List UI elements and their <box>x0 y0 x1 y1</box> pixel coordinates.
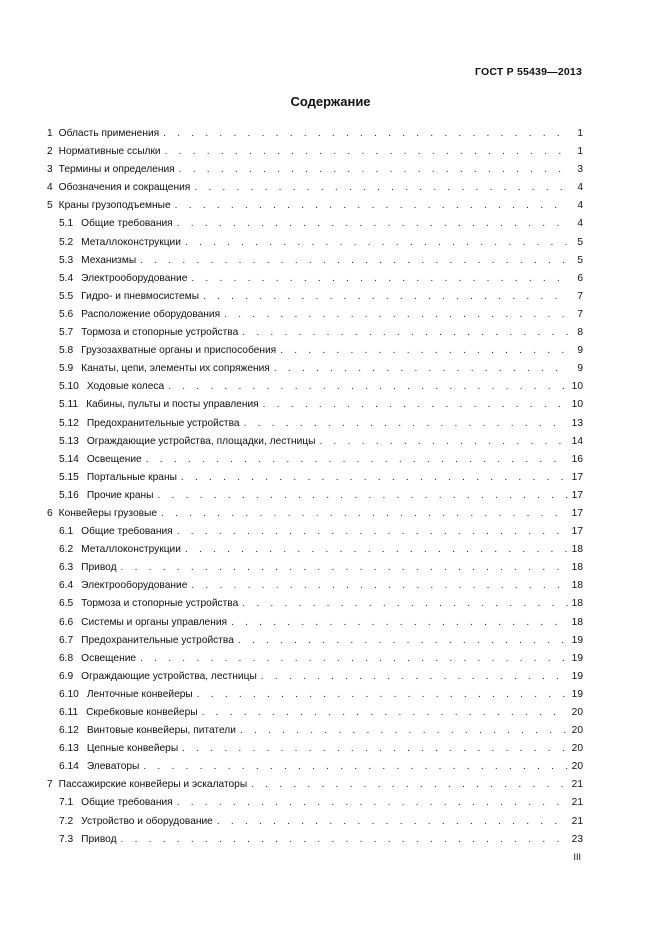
toc-entry-number: 6.6 <box>59 616 74 628</box>
toc-entry-page: 9 <box>577 363 583 375</box>
toc-entry-title: Пассажирские конвейеры и эскалаторы <box>58 779 248 791</box>
toc-entry <box>47 179 583 197</box>
toc-entry-title: Освещение <box>81 652 137 664</box>
toc-entry-number: 6.14 <box>59 761 79 773</box>
toc-leader-dots <box>185 541 568 559</box>
toc-leader-dots <box>143 758 567 776</box>
toc-entry-page: 17 <box>571 526 583 538</box>
toc-leader-dots <box>319 433 567 451</box>
toc-entry-page: 14 <box>571 435 583 447</box>
toc-entry <box>47 415 583 433</box>
toc-entry-number: 5.8 <box>59 345 74 357</box>
toc-entry <box>47 197 583 215</box>
toc-entry-title: Тормоза и стопорные устройства <box>81 598 239 610</box>
toc-entry-page: 1 <box>577 128 583 139</box>
toc-entry-title: Ходовые колеса <box>86 381 165 393</box>
toc-entry-number: 5.13 <box>59 435 79 447</box>
toc-entry-number: 1 <box>47 128 53 139</box>
toc-entry-page: 17 <box>571 471 583 483</box>
toc-entry <box>47 831 583 849</box>
toc-entry-title: Винтовые конвейеры, питатели <box>86 725 236 737</box>
toc-entry-number: 5.10 <box>59 381 79 393</box>
toc-leader-dots <box>240 722 568 740</box>
toc-entry-number: 6.10 <box>59 688 79 700</box>
toc-entry-title: Кабины, пульты и посты управления <box>86 399 259 411</box>
toc-entry-title: Конвейеры грузовые <box>58 507 158 519</box>
toc-entry-page: 3 <box>577 164 583 176</box>
toc-entry-title: Освещение <box>86 453 142 465</box>
toc-entry-number: 6.2 <box>59 544 74 556</box>
toc-leader-dots <box>191 270 569 288</box>
toc-leader-dots <box>181 469 568 487</box>
toc-entry-page: 4 <box>577 200 583 212</box>
toc-entry-number: 6.12 <box>59 725 79 737</box>
toc-entry-page: 21 <box>571 797 583 809</box>
toc-entry-page: 4 <box>577 182 583 194</box>
toc-entry <box>47 360 583 378</box>
toc-entry-title: Устройство и оборудование <box>81 815 213 827</box>
toc-entry <box>47 161 583 179</box>
toc-entry <box>47 451 583 469</box>
toc-leader-dots <box>263 396 568 414</box>
toc-leader-dots <box>185 234 569 252</box>
toc-entry-page: 21 <box>571 779 583 791</box>
toc-entry-page: 7 <box>577 290 583 302</box>
toc-entry <box>47 559 583 577</box>
toc-leader-dots <box>177 794 568 812</box>
toc-entry-title: Краны грузоподъемные <box>58 200 171 212</box>
toc-leader-dots <box>203 288 569 306</box>
toc-leader-dots <box>121 831 568 849</box>
toc-entry-title: Гидро- и пневмосистемы <box>81 290 200 302</box>
toc-entry-title: Электрооборудование <box>81 580 188 592</box>
page-number: III <box>573 852 581 862</box>
toc-leader-dots <box>202 704 568 722</box>
toc-entry <box>47 342 583 360</box>
toc-entry-number: 6.5 <box>59 598 74 610</box>
toc-leader-dots <box>197 686 568 704</box>
toc-entry-title: Ленточные конвейеры <box>86 688 193 700</box>
toc-entry-number: 5.11 <box>59 399 79 411</box>
toc-leader-dots <box>182 740 567 758</box>
toc-entry-page: 19 <box>571 652 583 664</box>
toc-entry-title: Тормоза и стопорные устройства <box>81 327 239 339</box>
toc-entry-title: Предохранительные устройства <box>81 634 234 646</box>
toc-entry <box>47 722 583 740</box>
toc-entry-number: 6.9 <box>59 670 74 682</box>
toc-entry <box>47 776 583 794</box>
toc-entry-title: Механизмы <box>81 254 137 266</box>
toc-entry <box>47 125 583 143</box>
toc-entry-page: 23 <box>571 833 583 845</box>
toc-leader-dots <box>177 523 568 541</box>
toc-entry <box>47 252 583 270</box>
toc-leader-dots <box>194 179 569 197</box>
toc-entry-number: 5.7 <box>59 327 74 339</box>
toc-entry-title: Привод <box>81 562 117 574</box>
toc-entry-page: 19 <box>571 688 583 700</box>
toc-entry-number: 2 <box>47 146 53 158</box>
toc-entry <box>47 704 583 722</box>
page-title: Содержание <box>290 94 371 109</box>
toc-entry-number: 3 <box>47 164 53 176</box>
toc-entry-number: 5.6 <box>59 308 74 320</box>
toc-entry-number: 6.1 <box>59 526 74 538</box>
toc-leader-dots <box>163 125 569 143</box>
toc-entry-number: 6.7 <box>59 634 74 646</box>
toc-entry <box>47 396 583 414</box>
toc-entry <box>47 794 583 812</box>
toc-entry <box>47 577 583 595</box>
toc-entry <box>47 234 583 252</box>
toc-entry-page: 18 <box>571 544 583 556</box>
toc-entry-number: 6.4 <box>59 580 74 592</box>
toc-entry-number: 5.3 <box>59 254 74 266</box>
toc-entry-title: Портальные краны <box>86 471 177 483</box>
toc-entry-title: Металлоконструкции <box>81 236 181 248</box>
toc-entry-page: 6 <box>577 272 583 284</box>
toc-entry-number: 5.1 <box>59 218 74 230</box>
toc-entry-number: 5.9 <box>59 363 74 375</box>
toc-entry-page: 18 <box>571 580 583 592</box>
toc-leader-dots <box>191 577 567 595</box>
toc-entry-page: 5 <box>577 236 583 248</box>
table-of-contents <box>47 125 583 849</box>
toc-entry <box>47 469 583 487</box>
toc-leader-dots <box>244 415 568 433</box>
toc-entry <box>47 650 583 668</box>
toc-entry-title: Металлоконструкции <box>81 544 181 556</box>
toc-entry-title: Предохранительные устройства <box>86 417 240 429</box>
toc-entry-page: 13 <box>571 417 583 429</box>
toc-entry <box>47 813 583 831</box>
toc-entry-number: 5 <box>47 200 53 212</box>
toc-entry-number: 5.5 <box>59 290 74 302</box>
toc-entry-page: 1 <box>577 146 583 158</box>
toc-entry-title: Расположение оборудования <box>81 308 221 320</box>
toc-entry-title: Элеваторы <box>86 761 140 773</box>
toc-entry <box>47 595 583 613</box>
toc-entry <box>47 378 583 396</box>
toc-leader-dots <box>251 776 567 794</box>
toc-entry-number: 5.12 <box>59 417 79 429</box>
toc-leader-dots <box>217 813 568 831</box>
toc-entry-number: 5.14 <box>59 453 79 465</box>
toc-entry-page: 17 <box>571 507 583 519</box>
toc-leader-dots <box>140 252 569 270</box>
toc-entry-page: 20 <box>571 743 583 755</box>
toc-entry <box>47 487 583 505</box>
toc-leader-dots <box>261 668 568 686</box>
toc-entry <box>47 614 583 632</box>
toc-entry-page: 20 <box>571 761 583 773</box>
toc-entry-page: 9 <box>577 345 583 357</box>
toc-entry-title: Общие требования <box>81 218 173 230</box>
toc-entry-title: Нормативные ссылки <box>58 146 161 158</box>
toc-leader-dots <box>121 559 568 577</box>
toc-entry-page: 18 <box>571 562 583 574</box>
toc-entry <box>47 143 583 161</box>
toc-entry-title: Прочие краны <box>86 489 154 501</box>
toc-entry-title: Канаты, цепи, элементы их сопряжения <box>81 363 270 375</box>
toc-entry-page: 18 <box>571 598 583 610</box>
toc-entry-page: 19 <box>571 634 583 646</box>
toc-leader-dots <box>238 632 568 650</box>
toc-entry-title: Привод <box>81 833 117 845</box>
toc-entry-page: 18 <box>571 616 583 628</box>
toc-leader-dots <box>224 306 569 324</box>
toc-entry-page: 5 <box>577 254 583 266</box>
toc-entry <box>47 215 583 233</box>
toc-entry-title: Скребковые конвейеры <box>86 707 198 718</box>
toc-entry-number: 4 <box>47 182 53 194</box>
toc-entry-page: 20 <box>571 725 583 737</box>
toc-entry-title: Термины и определения <box>58 164 175 176</box>
toc-entry <box>47 324 583 342</box>
toc-leader-dots <box>274 360 569 378</box>
toc-entry <box>47 740 583 758</box>
toc-entry <box>47 306 583 324</box>
toc-entry <box>47 541 583 559</box>
toc-entry-page: 21 <box>571 815 583 827</box>
toc-entry-page: 19 <box>571 670 583 682</box>
toc-leader-dots <box>177 215 569 233</box>
toc-leader-dots <box>140 650 568 668</box>
toc-entry-number: 5.2 <box>59 236 74 248</box>
toc-leader-dots <box>168 378 567 396</box>
toc-entry-page: 20 <box>571 707 583 718</box>
toc-entry-number: 5.15 <box>59 471 79 483</box>
toc-entry <box>47 288 583 306</box>
toc-entry-number: 7.2 <box>59 815 74 827</box>
toc-leader-dots <box>175 197 569 215</box>
toc-leader-dots <box>146 451 568 469</box>
toc-entry-number: 5.4 <box>59 272 74 284</box>
toc-entry-number: 7.1 <box>59 797 74 809</box>
toc-leader-dots <box>242 595 567 613</box>
toc-entry-title: Электрооборудование <box>81 272 188 284</box>
toc-leader-dots <box>158 487 568 505</box>
toc-entry-number: 6.13 <box>59 743 79 755</box>
toc-entry-number: 6 <box>47 507 53 519</box>
toc-entry-number: 5.16 <box>59 489 79 501</box>
toc-entry <box>47 505 583 523</box>
toc-entry-page: 10 <box>571 399 583 411</box>
toc-entry-number: 7 <box>47 779 53 791</box>
toc-entry-title: Общие требования <box>81 797 173 809</box>
toc-leader-dots <box>242 324 569 342</box>
document-id: ГОСТ Р 55439—2013 <box>474 66 582 78</box>
toc-leader-dots <box>231 614 568 632</box>
toc-entry-number: 6.3 <box>59 562 74 574</box>
toc-leader-dots <box>280 342 569 360</box>
toc-entry <box>47 758 583 776</box>
toc-entry-title: Системы и органы управления <box>81 616 228 628</box>
toc-entry-page: 8 <box>577 327 583 339</box>
toc-entry-title: Ограждающие устройства, лестницы <box>81 670 257 682</box>
toc-entry-title: Грузозахватные органы и приспособения <box>81 345 277 357</box>
toc-entry-number: 6.8 <box>59 652 74 664</box>
toc-entry <box>47 686 583 704</box>
toc-entry-title: Обозначения и сокращения <box>58 182 191 194</box>
toc-leader-dots <box>179 161 569 179</box>
toc-entry-title: Область применения <box>58 128 160 139</box>
toc-entry <box>47 668 583 686</box>
toc-entry-title: Цепные конвейеры <box>86 743 179 755</box>
toc-entry-page: 17 <box>571 489 583 501</box>
toc-leader-dots <box>161 505 568 523</box>
toc-entry-number: 6.11 <box>59 707 79 718</box>
toc-entry-page: 10 <box>571 381 583 393</box>
toc-entry-page: 4 <box>577 218 583 230</box>
toc-entry <box>47 523 583 541</box>
toc-leader-dots <box>165 143 569 161</box>
toc-entry-page: 16 <box>571 453 583 465</box>
toc-entry <box>47 433 583 451</box>
toc-entry-title: Общие требования <box>81 526 173 538</box>
toc-entry-page: 7 <box>577 308 583 320</box>
toc-entry-number: 7.3 <box>59 833 74 845</box>
toc-entry-title: Ограждающие устройства, площадки, лестницы <box>86 435 316 447</box>
toc-entry <box>47 270 583 288</box>
toc-entry <box>47 632 583 650</box>
